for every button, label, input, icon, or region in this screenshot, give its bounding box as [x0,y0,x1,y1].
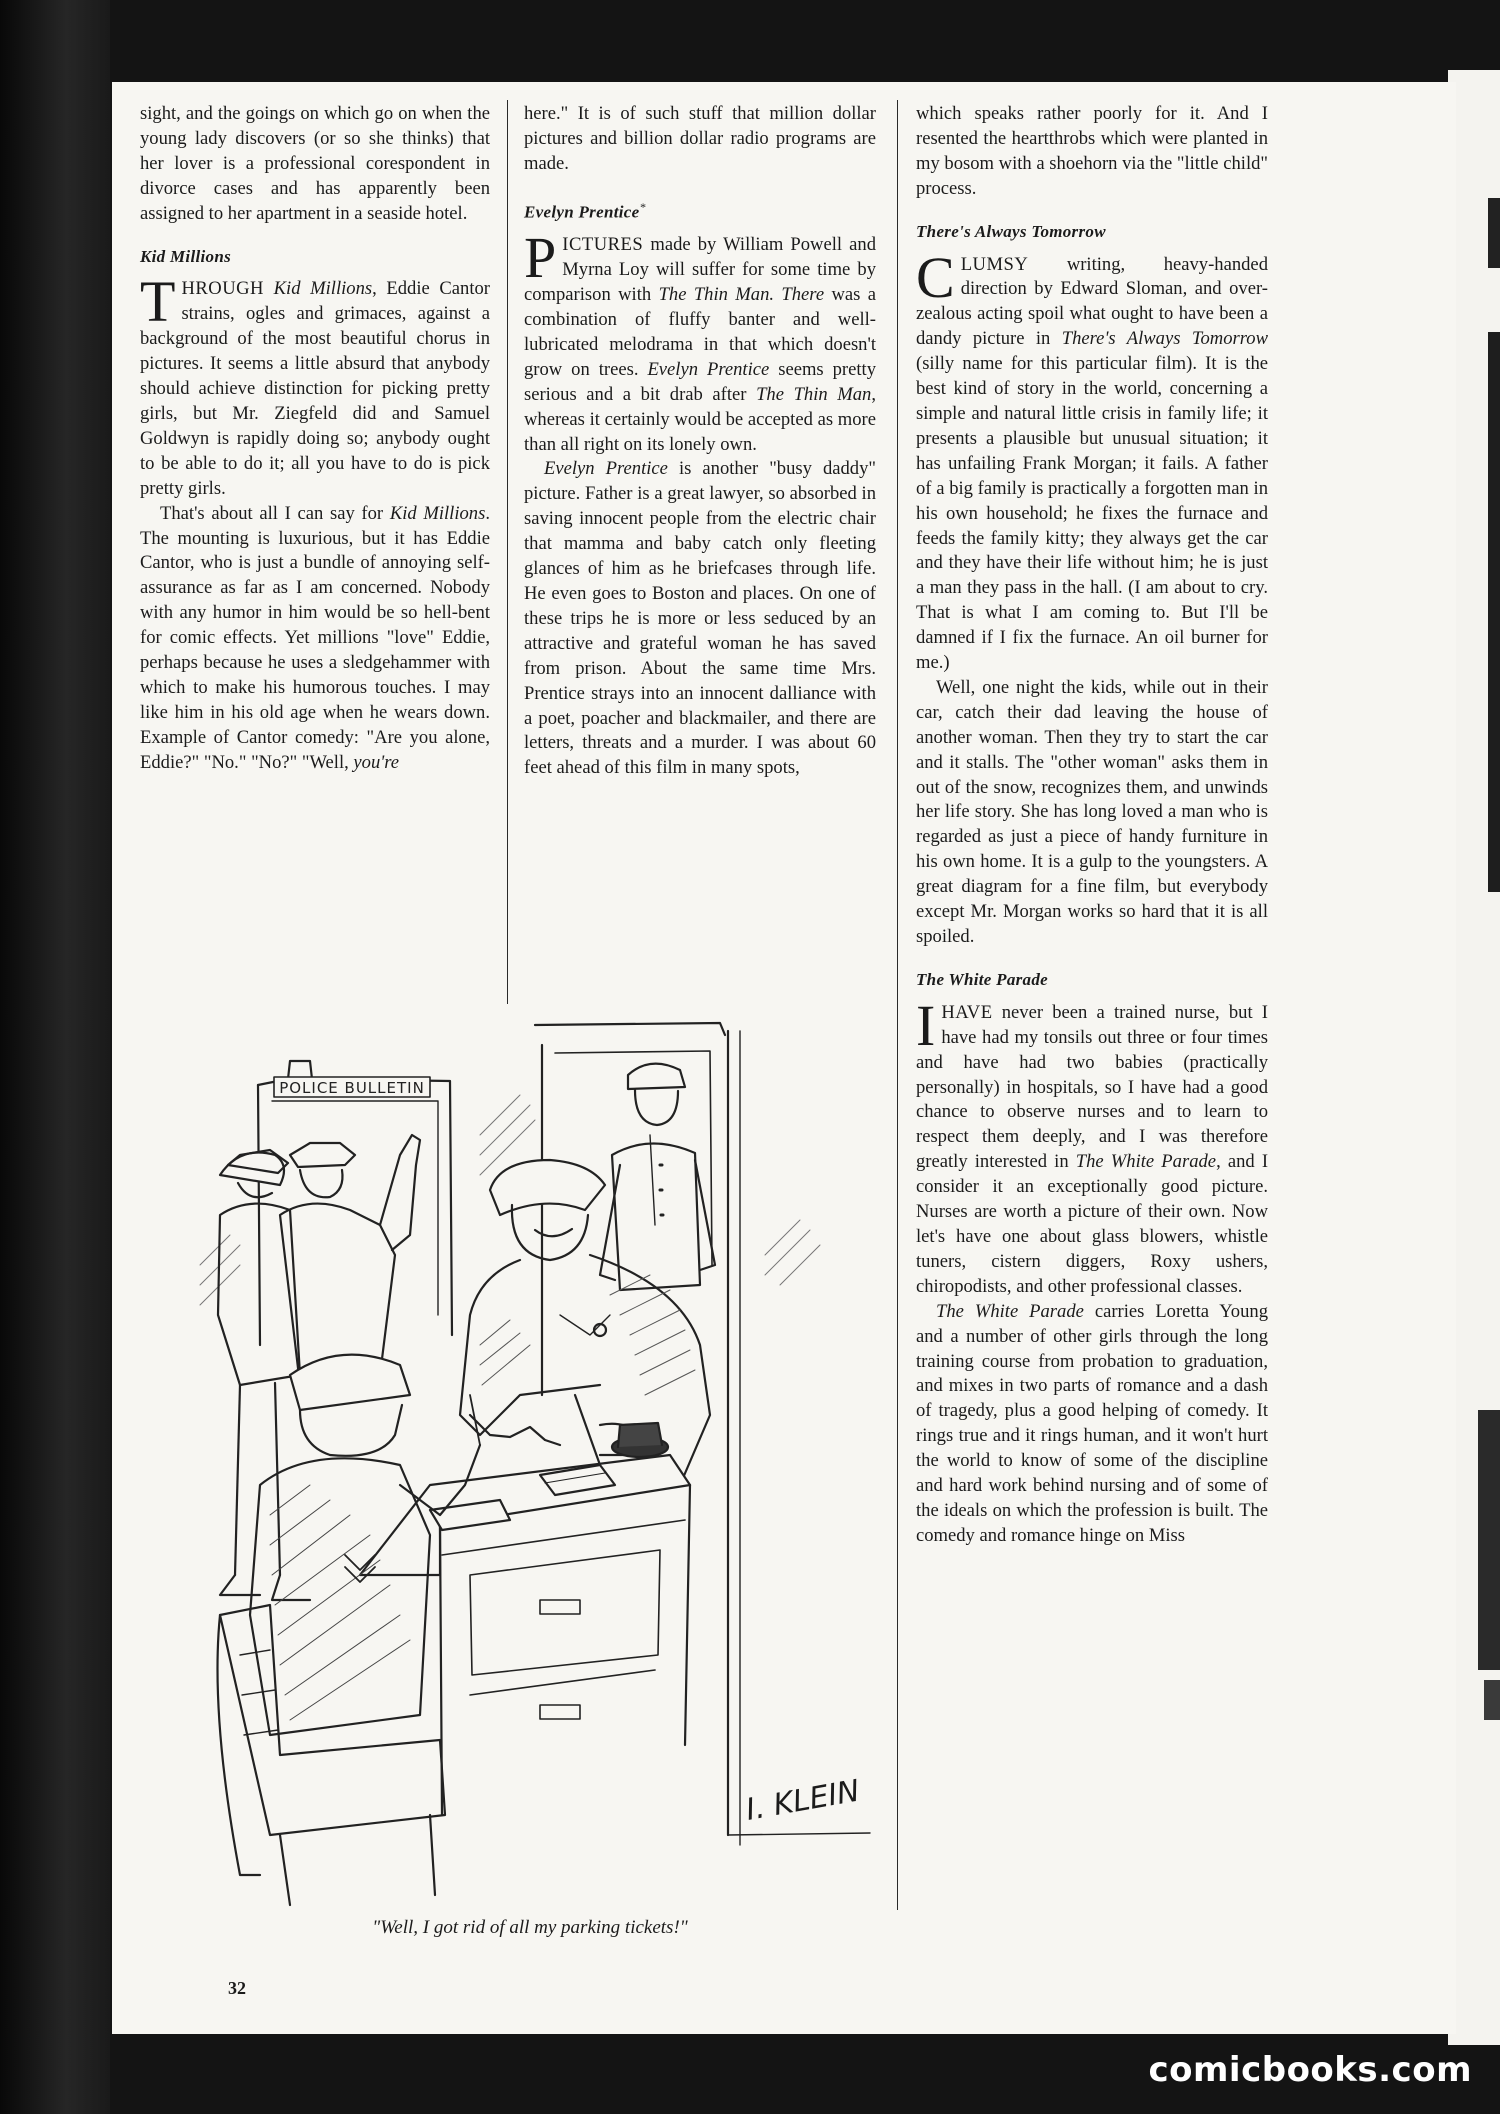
review-heading-evelyn-prentice: Evelyn Prentice* [524,199,646,222]
paragraph: Evelyn Prentice is another "busy daddy" picture. Father is a great lawyer, so absorbed in saving innocent people from the electric chair that mamma and baby catch only fleeting glances of him as he briefcases through life. He even goes to Boston and places. On one of these trips he is more or less seduced by an attractive and grateful woman he has saved from prison. About the same time Mrs. Prentice strays into an innocent dalliance with a poet, poacher and blackmailer, and there are letters, threats and a murder. I was about 60 feet ahead of this film in many spots, [524,458,876,779]
text-column-2 [524,102,876,781]
review-heading-kid-millions: Kid Millions [140,246,231,266]
paragraph: The White Parade carries Loretta Young and a number of other girls through the long training course from probation to graduation, and mixes in two parts of romance and a dash of tragedy, plus a good helping of comedy. It rings true and it rings human, and it won't hurt the world to know of some of the discipline and hard work behind nursing and of some of the ideals on which the profession is built. The comedy and romance hinge on Miss [916,1300,1268,1546]
paragraph: Well, one night the kids, while out in their car, catch their dad leaving the house of another woman. Then they try to start the car and it stalls. The "other woman" asks them in out of the snow, recognizes them, and unwinds her life story. She has long loved a man who is regarded as just a piece of handy furniture in his own home. It is a gulp to the youngsters. A great diagram for a fine film, but everybody except Mr. Morgan works so hard that it is all spoiled. [916,676,1268,947]
paragraph: which speaks rather poorly for it. And I resented the heartthrobs which were planted in my bosom with a shoehorn via the "little child" process. [916,103,1268,199]
paragraph: sight, and the goings on which go on when the young lady discovers (or so she thinks) that her lover is a professional corespondent in divorce cases and has apparently been assigned to her apartment in a seaside hotel. [140,103,490,224]
film-title: Kid Millions [389,502,486,524]
text-column-1 [140,102,490,776]
drop-cap: T [140,269,176,335]
review-heading-white-parade: The White Parade [916,969,1048,989]
column-rule [507,100,508,1004]
paragraph: That's about all I can say for Kid Millions. The mounting is luxurious, but it has Eddie Cantor, who is just a bundle of annoying self-assurance as far as I am concerned. Nobody with any humor in him would be so hell-bent for comic effects. Yet millions "love" Eddie, perhaps because he uses a sledgehammer with which to make his humorous touches. I may like him in his old age when he wears down. Example of Cantor comedy: "Are you alone, Eddie?" "No." "No?" "Well, you're [140,502,490,773]
drop-cap: P [524,225,557,291]
paragraph: CLUMSY writing, heavy-handed direction by Edward Sloman, and over-zealous acting spoil what ought to have been a dandy picture in There's Always Tomorrow (silly name for this particular film). It is the best kind of story in the world, concerning a simple and natural little crisis in family life; it presents a plausible but unusual situation; it has unfailing Frank Morgan; it fails. A father of a big family is practically a forgotten man in his own household; he fixes the furnace and feeds the family kitty; they always get the car and they have their life without him; he is just a man they pass in the hall. (I am about to cry. That is what I am coming to. But I'll be damned if I fix the furnace. An oil burner for me.) [916,244,1268,674]
cartoon-illustration [180,1015,880,1925]
drop-cap: I [916,992,936,1058]
police-bulletin-sign: POLICE BULLETIN [279,1079,425,1097]
scan-background [0,0,110,2114]
page-number: 32 [228,1978,246,1998]
paragraph: THROUGH Kid Millions, Eddie Cantor strains, ogles and grimaces, against a background of the most beautiful chorus in pictures. It seems a little absurd that anybody should achieve distinction for picking pretty girls, but Mr. Ziegfeld did and Samuel Goldwyn is rapidly doing so; anybody ought to be able to do it; all you have to do is pick pretty girls. [140,269,490,499]
text-column-3 [916,102,1268,1549]
cartoon-caption: "Well, I got rid of all my parking tickets!" [372,1917,688,1938]
paragraph: here." It is of such stuff that million dollar pictures and billion dollar radio programs are made. [524,103,876,174]
artist-signature: I. KLEIN [743,1773,863,1828]
watermark: comicbooks.com [1148,2050,1472,2090]
review-heading-theres-always-tomorrow: There's Always Tomorrow [916,221,1106,241]
paragraph: PICTURES made by William Powell and Myrna Loy will suffer for some time by comparison with The Thin Man. There was a combination of fluffy banter and well-lubricated melodrama in that which doesn't grow on trees. Evelyn Prentice seems pretty serious and a bit drab after The Thin Man, whereas it certainly would be accepted as more than all right on its lonely own. [524,225,877,455]
column-rule [897,100,898,1910]
drop-cap: C [916,244,955,310]
paragraph: IHAVE never been a trained nurse, but I have had my tonsils out three or four times and have had two babies (practically personally) in hospitals, so I have had a good chance to observe nurses and to learn to respect them deeply, and I was therefore greatly interested in The White Parade, and I consider it an exceptionally good picture. Nurses are worth a picture of their own. Now let's have one about glass blowers, whistle tuners, cistern diggers, Roxy ushers, chiropodists, and other professional classes. [916,992,1269,1297]
film-title: Kid Millions [273,278,373,300]
